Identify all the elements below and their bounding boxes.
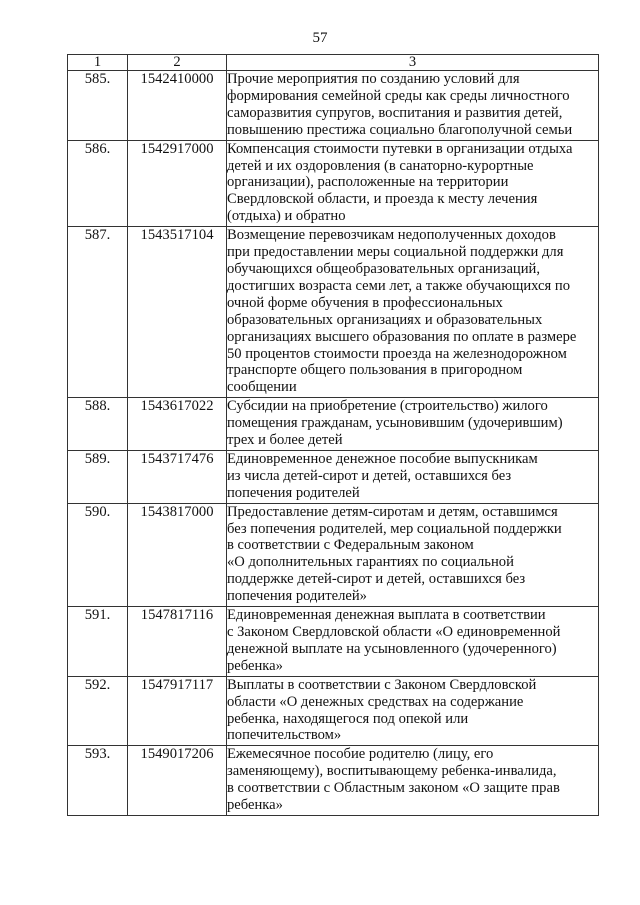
description-line: области «О денежных средствах на содержание	[227, 693, 524, 710]
budget-code: 1547817116	[128, 607, 227, 677]
description-line: из числа детей-сирот и детей, оставшихся без	[227, 467, 512, 484]
description-line: детей и их оздоровления (в санаторно-курортные	[227, 157, 534, 174]
expenditure-description	[227, 140, 599, 227]
table-row	[68, 398, 599, 451]
budget-code: 1543617022	[128, 398, 227, 451]
table-header-row	[68, 55, 599, 71]
description-line: ребенка»	[227, 657, 283, 674]
table-row	[68, 676, 599, 746]
row-number: 591.	[68, 607, 128, 677]
description-line: сообщении	[227, 379, 297, 396]
description-line: трех и более детей	[227, 432, 343, 449]
description-line: в соответствии с Областным законом «О защите прав	[227, 780, 560, 797]
description-line: ребенка, находящегося под опекой или	[227, 710, 469, 727]
expenditure-description	[227, 503, 599, 606]
description-line: заменяющему), воспитывающему ребенка-инвалида,	[227, 763, 557, 780]
description-line: Единовременная денежная выплата в соответствии	[227, 607, 546, 624]
description-line: Прочие мероприятия по созданию условий для	[227, 71, 520, 87]
description-line: Единовременное денежное пособие выпускникам	[227, 450, 538, 467]
description-line: очной форме обучения в профессиональных	[227, 294, 503, 311]
row-number: 592.	[68, 676, 128, 746]
row-number: 590.	[68, 503, 128, 606]
description-line: образовательных организациях и образовательных	[227, 311, 543, 328]
budget-codes-table	[67, 54, 599, 816]
description-line: Выплаты в соответствии с Законом Свердловской	[227, 676, 537, 693]
description-line: повышению престижа социально благополучной семьи	[227, 121, 573, 138]
budget-code: 1549017206	[128, 746, 227, 816]
table-row	[68, 746, 599, 816]
description-line: 50 процентов стоимости проезда на железнодорожном	[227, 345, 567, 362]
description-line: формирования семейной среды как среды личностного	[227, 87, 570, 104]
table-row	[68, 607, 599, 677]
description-line: поддержке детей-сирот и детей, оставшихся без	[227, 571, 526, 588]
expenditure-description	[227, 227, 599, 398]
budget-code: 1547917117	[128, 676, 227, 746]
table-row	[68, 140, 599, 227]
table-row	[68, 503, 599, 606]
description-line: попечения родителей	[227, 484, 360, 501]
row-number: 588.	[68, 398, 128, 451]
description-line: помещения гражданам, усыновившим (удочерившим)	[227, 415, 563, 432]
budget-code: 1543517104	[128, 227, 227, 398]
column-header-3: 3	[227, 55, 599, 71]
description-line: в соответствии с Федеральным законом	[227, 537, 474, 554]
row-number: 589.	[68, 450, 128, 503]
table-body	[68, 71, 599, 816]
row-number: 593.	[68, 746, 128, 816]
description-line: попечения родителей»	[227, 588, 367, 605]
description-line: (отдыха) и обратно	[227, 208, 346, 225]
description-line: попечительством»	[227, 727, 342, 744]
description-line: с Законом Свердловской области «О единовременной	[227, 624, 561, 640]
column-header-1: 1	[68, 55, 128, 71]
description-line: саморазвития супругов, воспитания и развития детей,	[227, 104, 563, 121]
page-number: 57	[312, 30, 328, 46]
budget-code: 1543817000	[128, 503, 227, 606]
budget-code: 1543717476	[128, 450, 227, 503]
description-line: «О дополнительных гарантиях по социальной	[227, 554, 514, 571]
expenditure-description	[227, 746, 599, 816]
row-number: 585.	[68, 71, 128, 141]
row-number: 586.	[68, 140, 128, 227]
row-number: 587.	[68, 227, 128, 398]
expenditure-description	[227, 71, 599, 141]
description-line: Предоставление детям-сиротам и детям, оставшимся	[227, 503, 558, 520]
budget-code: 1542410000	[128, 71, 227, 141]
table-row	[68, 227, 599, 398]
description-line: ребенка»	[227, 797, 283, 814]
description-line: без попечения родителей, мер социальной поддержки	[227, 520, 562, 537]
description-line: Свердловской области, и проезда к месту лечения	[227, 191, 538, 208]
description-line: Компенсация стоимости путевки в организации отдыха	[227, 140, 573, 157]
description-line: Возмещение перевозчикам недополученных доходов	[227, 227, 556, 244]
description-line: Ежемесячное пособие родителю (лицу, его	[227, 746, 494, 763]
column-header-2: 2	[128, 55, 227, 71]
table-row	[68, 71, 599, 141]
description-line: денежной выплате на усыновленного (удочеренного)	[227, 640, 557, 657]
expenditure-description	[227, 398, 599, 451]
description-line: организации), расположенные на территории	[227, 174, 509, 191]
expenditure-description	[227, 676, 599, 746]
table-row	[68, 450, 599, 503]
expenditure-description	[227, 450, 599, 503]
expenditure-description	[227, 607, 599, 677]
description-line: обучающихся общеобразовательных организаций,	[227, 260, 541, 277]
description-line: организациях высшего образования по оплате в размере	[227, 328, 577, 345]
description-line: при предоставлении меры социальной поддержки для	[227, 244, 564, 261]
description-line: достигших возраста семи лет, а также обучающихся по	[227, 277, 570, 294]
description-line: Субсидии на приобретение (строительство) жилого	[227, 398, 548, 415]
description-line: транспорте общего пользования в пригородном	[227, 362, 523, 379]
budget-code: 1542917000	[128, 140, 227, 227]
